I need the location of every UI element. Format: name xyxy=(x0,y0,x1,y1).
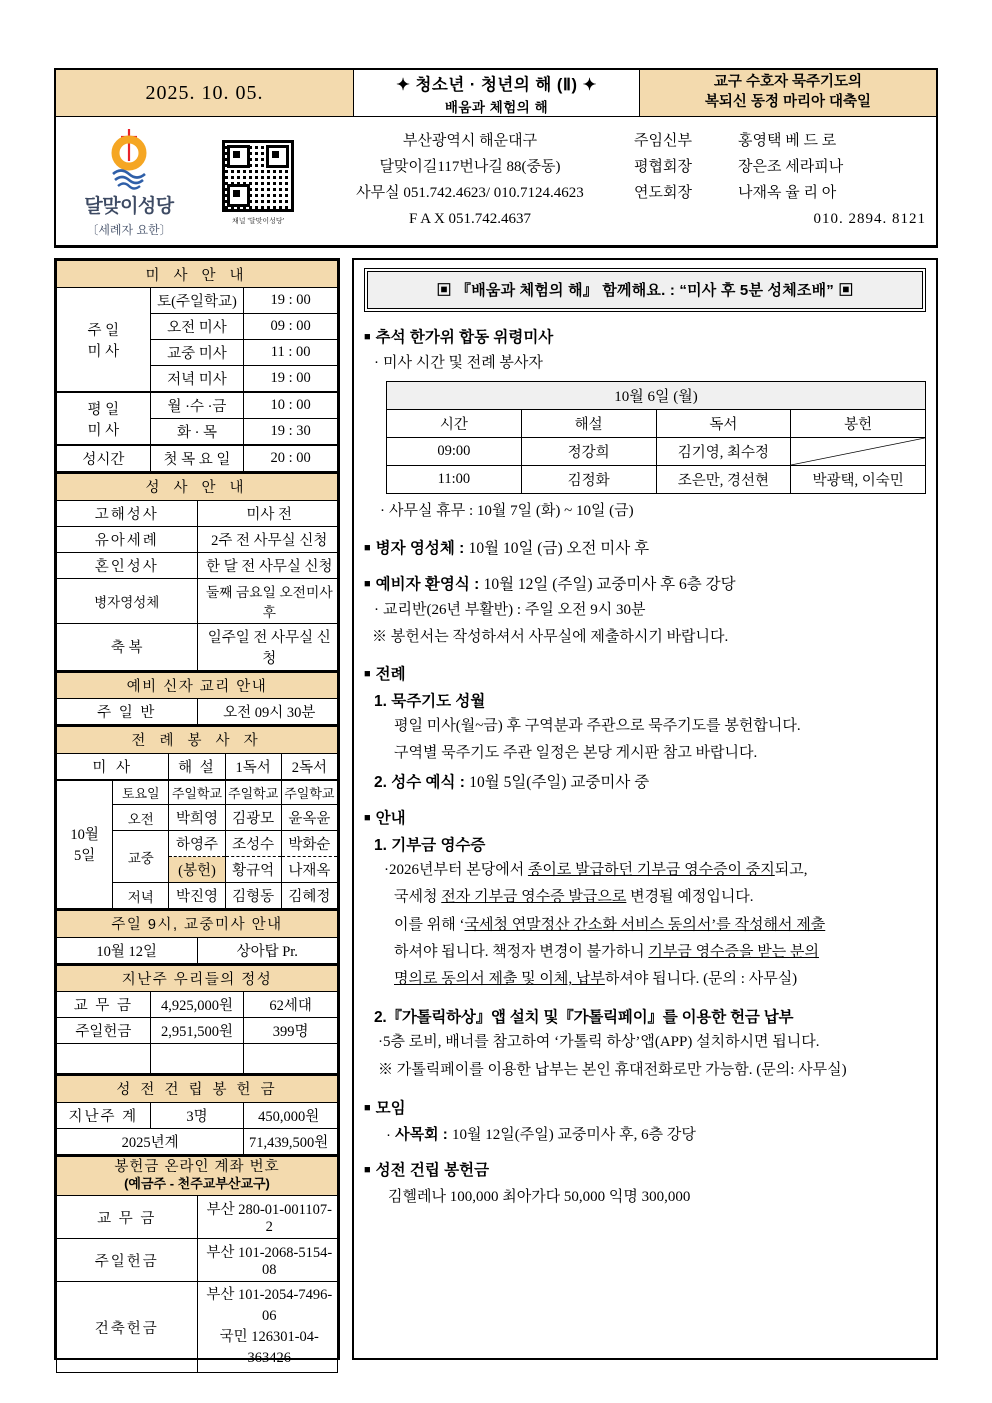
catechism-class-note xyxy=(374,599,926,622)
liturgy-header-reading2: 2독서 xyxy=(281,753,337,780)
section-liturgy-title xyxy=(364,662,926,684)
parish-staff xyxy=(626,117,936,245)
account-value: 부산 280-01-001107-2 xyxy=(197,1196,338,1239)
notice-1-line-3b: 국세청 연말정산 간소화 서비스 동의서’를 작성해서 제출 xyxy=(464,916,826,933)
bullet-dot-icon: · xyxy=(386,1126,391,1144)
parish-logo xyxy=(56,117,202,245)
year-theme-line2: 배움과 체험의 해 xyxy=(444,100,549,115)
chuseok-row-narrator: 김정화 xyxy=(521,465,656,493)
notice-1-line-4b: 기부금 영수증을 받는 분의 xyxy=(648,943,819,960)
sacrament-value: 한 달 전 사무실 신청 xyxy=(197,552,338,578)
section-meetings-title-text: 모임 xyxy=(375,1100,406,1118)
offering-count xyxy=(244,1044,338,1074)
year-theme-line1: ✦ 청소년 · 청년의 해 (Ⅱ) ✦ xyxy=(396,76,597,94)
liturgy-servers-table xyxy=(56,725,338,909)
section-meetings-title xyxy=(364,1096,926,1118)
account-value-multiline xyxy=(197,1282,338,1373)
sunday-notice-table xyxy=(56,909,338,964)
liturgy-row-reading2: 김혜정 xyxy=(281,883,337,909)
offering-label: 교 무 금 xyxy=(57,992,151,1018)
notice-1-line-2b: 전자 기부금 영수증 발급으로 xyxy=(441,889,627,906)
mass-row-label: 첫 목 요 일 xyxy=(150,445,244,472)
catechumen-table xyxy=(56,671,338,726)
liturgy-row-reading1: 조성수 xyxy=(225,831,281,857)
staff-role: 연도회장 xyxy=(634,185,692,201)
mass-row-label: 월 ·수 ·금 xyxy=(150,392,244,419)
notice-1-line-3 xyxy=(394,913,926,937)
bullet-square-icon: ■ xyxy=(364,1102,371,1115)
mass-group-weekday-l2: 미 사 xyxy=(87,422,120,439)
notice-2-line-1-text: 5층 로비, 배너를 참고하여 ‘가톨릭 하상’앱(APP) 설치하시면 됩니다. xyxy=(383,1034,820,1051)
chuseok-header-reading: 독서 xyxy=(656,409,791,437)
staff-row xyxy=(626,129,930,155)
sacrament-value: 2주 전 사무실 신청 xyxy=(197,526,338,552)
accounts-title-cell xyxy=(57,1156,338,1196)
mass-row-label: 화 · 목 xyxy=(150,419,244,446)
mass-schedule-title: 미 사 안 내 xyxy=(57,261,338,288)
staff-name: 장은조 세라피나 xyxy=(738,159,844,176)
mass-group-weekday-l1: 평 일 xyxy=(87,401,120,418)
staff-name: 나재옥 율 리 아 xyxy=(738,185,837,201)
mass-row-time: 19 : 00 xyxy=(244,366,338,393)
offering-amount: 2,951,500원 xyxy=(150,1018,244,1044)
section-notices-title-text: 안내 xyxy=(375,810,406,827)
mass-row-label: 토(주일학교) xyxy=(150,288,244,314)
liturgy-row-reading1: 황규억 xyxy=(225,857,281,883)
section-notices-title xyxy=(364,806,926,828)
year-theme xyxy=(354,70,640,116)
section-building-fund-title xyxy=(364,1158,926,1180)
liturgy-row-narrator: 주일학교 xyxy=(169,780,225,805)
chuseok-mass-table xyxy=(386,381,926,494)
offering-label: 주일헌금 xyxy=(57,1018,151,1044)
accounts-subtitle: (예금주 - 천주교부산교구) xyxy=(124,1175,270,1191)
account-value-line2: 국민 126301-04-363426 xyxy=(219,1329,319,1367)
bullet-square-icon: ■ xyxy=(364,542,371,554)
catechumen-value: 오전 09시 30분 xyxy=(197,699,338,725)
mass-schedule-table xyxy=(56,260,338,472)
liturgy-offering-label: (봉헌) xyxy=(169,857,225,883)
building-fund-year-amount: 71,439,500원 xyxy=(244,1128,338,1154)
chuseok-header-time: 시간 xyxy=(387,409,522,437)
parish-patron: 〔세례자 요한〕 xyxy=(86,222,172,237)
feast-title-line1: 교구 수호자 묵주기도의 xyxy=(713,74,863,91)
office-closed-note-text: 사무실 휴무 : 10월 7일 (화) ~ 10일 (금) xyxy=(389,502,634,519)
liturgy-row-reading1: 김광모 xyxy=(225,805,281,831)
bullet-square-icon: ■ xyxy=(364,331,371,343)
bullet-dot-icon: · xyxy=(380,502,385,519)
mass-row-label: 오전 미사 xyxy=(150,314,244,340)
building-fund-row-amount: 450,000원 xyxy=(244,1102,338,1128)
liturgy-row-reading2: 박화순 xyxy=(281,831,337,857)
chuseok-row-offering-empty xyxy=(791,437,926,465)
liturgy-header-mass: 미 사 xyxy=(57,753,169,780)
parish-address xyxy=(314,117,626,245)
notice-1-line-5a: 명의로 동의서 제출 및 이체, 납부 xyxy=(394,971,605,988)
qr-caption: 채널 '달맞이성당' xyxy=(232,218,284,225)
section-liturgy-title-text: 전례 xyxy=(375,666,406,683)
qr-block xyxy=(202,117,314,245)
building-fund-year-label: 2025년계 xyxy=(57,1128,244,1154)
mass-row-time: 20 : 00 xyxy=(244,445,338,472)
notice-2-line-2: ※ 가톨릭페이를 이용한 납부는 본인 휴대전화로만 가능함. (문의: 사무실) xyxy=(378,1061,847,1078)
sunday-notice-date: 10월 12일 xyxy=(57,937,198,963)
notice-1-line-4 xyxy=(394,940,926,964)
sacraments-title: 성 사 안 내 xyxy=(57,473,338,500)
header-body xyxy=(54,116,938,248)
bullet-square-icon: ■ xyxy=(364,578,371,590)
mass-row-time: 10 : 00 xyxy=(244,392,338,419)
building-fund-row-label: 지난주 계 xyxy=(57,1102,151,1128)
bullet-square-icon: ■ xyxy=(364,668,371,680)
account-label: 주일헌금 xyxy=(57,1239,198,1282)
chuseok-header-narrator: 해설 xyxy=(521,409,656,437)
accounts-title: 봉헌금 온라인 계좌 번호 xyxy=(114,1159,280,1176)
chuseok-table-caption: 10월 6일 (월) xyxy=(387,381,926,409)
building-fund-row-count: 3명 xyxy=(150,1102,244,1128)
chuseok-row-reading: 김기영, 최수정 xyxy=(656,437,791,465)
account-value-line1: 부산 101-2054-7496-06 xyxy=(206,1287,333,1325)
sunday-notice-value: 상아탑 Pr. xyxy=(197,937,338,963)
liturgy-date-l2: 5일 xyxy=(73,848,96,865)
bullet-dot-icon: · xyxy=(374,602,379,618)
notice-1-line-1b: 종이로 발급하던 기부금 영수증이 중지 xyxy=(527,862,775,878)
theme-banner: ▣ 『배움과 체험의 해』 함께해요. : “미사 후 5분 성체조배” ▣ xyxy=(367,271,923,309)
header-top-bar xyxy=(54,68,938,116)
offering-amount xyxy=(150,1044,244,1074)
section-catechumen-welcome xyxy=(364,572,926,594)
liturgy-item-1-line1: 평일 미사(월~금) 후 구역분과 주관으로 묵주기도를 봉헌합니다. xyxy=(394,718,801,734)
parish-name: 달맞이성당 xyxy=(84,195,174,217)
address-line-2: 달맞이길117번나길 88(중동) xyxy=(379,159,561,176)
meeting-pastoral-council xyxy=(386,1123,926,1144)
mass-group-holyhour: 성시간 xyxy=(57,445,151,472)
staff-row xyxy=(626,155,930,181)
liturgy-row-narrator: 하영주 xyxy=(169,831,225,857)
sacraments-table xyxy=(56,472,338,671)
mass-group-weekday xyxy=(57,392,151,445)
notice-1-line-4a: 하셔야 됩니다. 책정자 변경이 불가하니 xyxy=(394,943,649,960)
offering-count: 62세대 xyxy=(244,992,338,1018)
chuseok-row-narrator: 정강희 xyxy=(521,437,656,465)
right-column xyxy=(352,258,938,1360)
bullet-square-icon: ■ xyxy=(364,812,371,824)
staff-phone: 010. 2894. 8121 xyxy=(813,210,926,227)
offerings-table xyxy=(56,964,338,1075)
building-fund-donors: 김헬레나 100,000 최아가다 50,000 익명 300,000 xyxy=(388,1189,691,1206)
staff-row xyxy=(626,181,930,207)
liturgy-item-1-line2: 구역별 묵주기도 주관 일정은 본당 게시판 참고 바랍니다. xyxy=(394,745,758,761)
qr-code-icon xyxy=(222,140,294,212)
liturgy-servers-title: 전 례 봉 사 자 xyxy=(57,726,338,753)
sacrament-value: 둘째 금요일 오전미사 후 xyxy=(197,578,338,623)
main-area xyxy=(54,258,938,1367)
sacrament-label: 유아세례 xyxy=(57,526,198,552)
bullet-dot-icon: · xyxy=(374,355,379,371)
bullet-dot-icon: · xyxy=(378,1034,383,1051)
mass-row-time: 19 : 00 xyxy=(244,288,338,314)
catechism-class-text: 교리반(26년 부활반) : 주일 오전 9시 30분 xyxy=(383,602,646,618)
liturgy-row-reading1: 주일학교 xyxy=(225,780,281,805)
mass-row-label: 교중 미사 xyxy=(150,340,244,366)
notice-1-line-1 xyxy=(384,858,926,882)
notice-1-line-2a: 국세청 xyxy=(394,889,442,906)
mass-group-sunday-l2: 미 사 xyxy=(87,343,120,360)
chuseok-row-time: 09:00 xyxy=(387,437,522,465)
offering-count: 399명 xyxy=(244,1018,338,1044)
meeting-value: 10월 12일(주일) 교중미사 후, 6층 강당 xyxy=(451,1127,696,1144)
sacrament-value: 미사 전 xyxy=(197,500,338,526)
offering-amount: 4,925,000원 xyxy=(150,992,244,1018)
staff-name: 홍영택 베 드 로 xyxy=(738,133,837,150)
account-value: 부산 101-2068-5154-08 xyxy=(197,1239,338,1282)
section-building-fund-title-text: 성전 건립 봉헌금 xyxy=(375,1162,490,1180)
accounts-table xyxy=(56,1155,338,1374)
bulletin-date: 2025. 10. 05. xyxy=(56,70,354,116)
offering-form-note: ※ 봉헌서는 작성하셔서 사무실에 제출하시기 바랍니다. xyxy=(372,628,729,645)
address-line-4: F A X 051.742.4637 xyxy=(408,210,532,227)
liturgy-row-mass: 오전 xyxy=(113,805,169,831)
account-label: 건축헌금 xyxy=(57,1282,198,1373)
chuseok-row-reading: 조은만, 경선현 xyxy=(656,465,791,493)
sacrament-label: 혼인성사 xyxy=(57,552,198,578)
offering-label xyxy=(57,1044,151,1074)
section-chuseok-title-text: 추석 한가위 합동 위령미사 xyxy=(375,329,554,346)
liturgy-row-reading2: 윤옥윤 xyxy=(281,805,337,831)
staff-role: 주임신부 xyxy=(634,133,692,150)
church-logo-icon xyxy=(99,127,159,193)
notice-item-2-title: 2.『가톨릭하상』앱 설치 및『가톨릭페이』를 이용한 헌금 납부 xyxy=(374,1009,794,1027)
mass-group-sunday xyxy=(57,288,151,393)
liturgy-date-label xyxy=(57,780,113,909)
section-chuseok-title xyxy=(364,325,926,347)
liturgy-item-1-title: 1. 묵주기도 성월 xyxy=(374,693,486,710)
section-chuseok-sub-text: 미사 시간 및 전례 봉사자 xyxy=(383,355,543,371)
building-fund-title: 성 전 건 립 봉 헌 금 xyxy=(57,1075,338,1102)
liturgy-row-reading2: 주일학교 xyxy=(281,780,337,805)
notice-1-line-3a: 이를 위해 ‘ xyxy=(394,916,465,933)
mass-row-label: 저녁 미사 xyxy=(150,366,244,393)
chuseok-row-offering: 박광택, 이숙민 xyxy=(791,465,926,493)
mass-row-time: 19 : 30 xyxy=(244,419,338,446)
meeting-label: 사목회 : xyxy=(395,1126,452,1144)
liturgy-item-2 xyxy=(374,770,926,792)
chuseok-header-offering: 봉헌 xyxy=(791,409,926,437)
notice-1-line-2 xyxy=(394,885,926,909)
liturgy-row-mass: 교중 xyxy=(113,831,169,883)
liturgy-header-narrator: 해 설 xyxy=(169,753,225,780)
bullet-square-icon: ■ xyxy=(364,1164,371,1177)
catechumen-welcome-label: 예비자 환영식 : xyxy=(375,576,484,593)
left-column xyxy=(54,258,340,1367)
catechumen-title: 예비 신자 교리 안내 xyxy=(57,672,338,699)
liturgy-row-narrator: 박진영 xyxy=(169,883,225,909)
liturgy-row-narrator: 박희영 xyxy=(169,805,225,831)
notice-1-line-1a: 2026년부터 본당에서 xyxy=(389,862,528,878)
feast-title-line2: 복되신 동정 마리아 대축일 xyxy=(704,94,872,110)
feast-title xyxy=(640,70,936,116)
address-line-3: 사무실 051.742.4623/ 010.7124.4623 xyxy=(356,185,584,201)
notice-1-line-1c: 되고, xyxy=(774,862,808,878)
offerings-title: 지난주 우리들의 정성 xyxy=(57,965,338,992)
staff-role: 평협회장 xyxy=(634,159,692,176)
notice-1-line-5b: 하셔야 됩니다. (문의 : 사무실) xyxy=(604,971,798,988)
notice-2-line-1 xyxy=(378,1030,926,1054)
sacrament-value: 일주일 전 사무실 신청 xyxy=(197,623,338,670)
sacrament-label: 병자영성체 xyxy=(57,578,198,623)
office-closed-note xyxy=(380,500,926,523)
notice-1-line-5 xyxy=(394,967,926,991)
liturgy-item-2-label: 2. 성수 예식 : xyxy=(374,774,470,791)
sacrament-label: 고해성사 xyxy=(57,500,198,526)
liturgy-date-l1: 10월 xyxy=(70,827,99,844)
liturgy-item-2-value: 10월 5일(주일) 교중미사 중 xyxy=(469,774,650,791)
bulletin-page xyxy=(54,68,938,1370)
liturgy-row-mass: 토요일 xyxy=(113,780,169,805)
catechumen-label: 주 일 반 xyxy=(57,699,198,725)
mass-group-sunday-l1: 주 일 xyxy=(87,322,120,339)
liturgy-row-reading1: 김형동 xyxy=(225,883,281,909)
notice-item-1-title: 1. 기부금 영수증 xyxy=(374,837,486,854)
liturgy-row-mass: 저녁 xyxy=(113,883,169,909)
liturgy-header-reading1: 1독서 xyxy=(225,753,281,780)
catechumen-welcome-value: 10월 12일 (주일) 교중미사 후 6층 강당 xyxy=(483,576,736,593)
section-sick-communion xyxy=(364,536,926,558)
liturgy-row-reading2: 나재옥 xyxy=(281,857,337,883)
sick-communion-label: 병자 영성체 : xyxy=(375,540,469,557)
building-fund-table xyxy=(56,1074,338,1155)
bullet-dot-icon: · xyxy=(384,862,389,878)
sick-communion-value: 10월 10일 (금) 오전 미사 후 xyxy=(468,540,650,557)
mass-row-time: 09 : 00 xyxy=(244,314,338,340)
sacrament-label: 축 복 xyxy=(57,623,198,670)
notice-1-line-2c: 변경될 예정입니다. xyxy=(626,889,754,906)
section-chuseok-sub xyxy=(374,352,926,375)
sunday-notice-title: 주일 9시, 교중미사 안내 xyxy=(57,910,338,937)
account-label: 교 무 금 xyxy=(57,1196,198,1239)
address-line-1: 부산광역시 해운대구 xyxy=(402,133,538,150)
chuseok-row-time: 11:00 xyxy=(387,465,522,493)
mass-row-time: 11 : 00 xyxy=(244,340,338,366)
